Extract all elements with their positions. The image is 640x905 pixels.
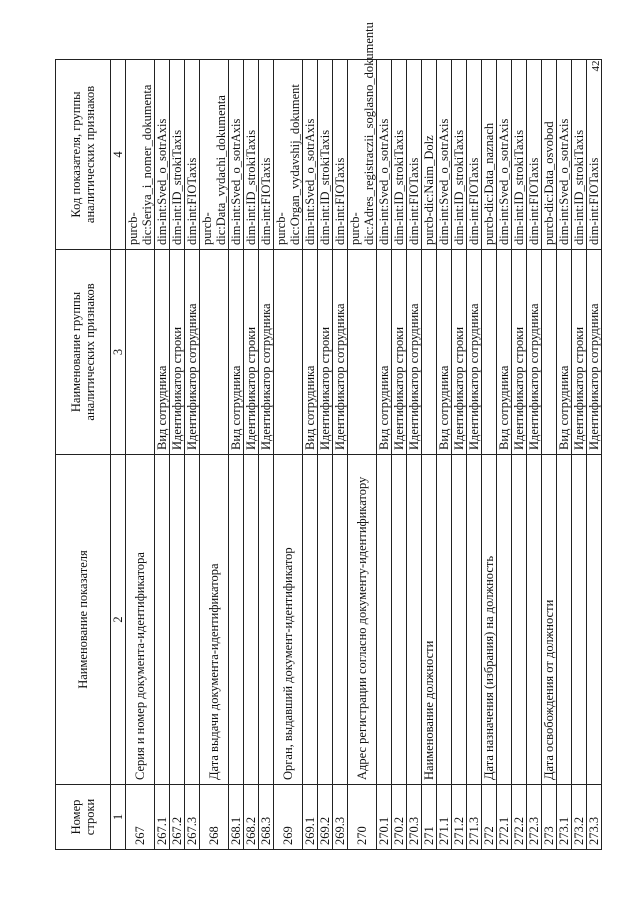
row-number-cell: 272.2 bbox=[512, 785, 527, 850]
group-name-cell: Вид сотрудника bbox=[303, 250, 318, 455]
row-number-cell: 273.3 bbox=[587, 785, 602, 850]
table-row bbox=[587, 60, 602, 850]
indicator-name-cell bbox=[497, 455, 512, 785]
table-row bbox=[557, 60, 572, 850]
table-row bbox=[527, 60, 542, 850]
row-number-cell: 272 bbox=[482, 785, 497, 850]
table-row bbox=[467, 60, 482, 850]
row-number-cell: 273.2 bbox=[572, 785, 587, 850]
group-name-cell: Идентификатор сотрудника bbox=[467, 250, 482, 455]
group-name-cell bbox=[348, 250, 377, 455]
indicator-name-cell bbox=[185, 455, 200, 785]
indicator-name-cell bbox=[377, 455, 392, 785]
table-row bbox=[170, 60, 185, 850]
code-cell: dim-int:ID_strokiTaxis bbox=[244, 60, 259, 250]
row-number-cell: 271 bbox=[422, 785, 437, 850]
group-name-cell: Вид сотрудника bbox=[437, 250, 452, 455]
row-number-cell: 271.1 bbox=[437, 785, 452, 850]
indicator-table bbox=[55, 22, 602, 850]
row-number-cell: 268.3 bbox=[259, 785, 274, 850]
table-row bbox=[542, 60, 557, 850]
row-number-cell: 272.1 bbox=[497, 785, 512, 850]
table-row bbox=[155, 60, 170, 850]
group-name-cell bbox=[482, 250, 497, 455]
group-name-cell: Вид сотрудника bbox=[229, 250, 244, 455]
indicator-name-cell bbox=[452, 455, 467, 785]
row-number-cell: 269.1 bbox=[303, 785, 318, 850]
rotated-table-container bbox=[55, 22, 601, 850]
table-row bbox=[348, 60, 377, 850]
table-row bbox=[377, 60, 392, 850]
row-number-cell: 271.2 bbox=[452, 785, 467, 850]
column-number: 1 bbox=[111, 785, 126, 850]
row-number-cell: 270.2 bbox=[392, 785, 407, 850]
code-cell: purcb-dic:Adres_registraczii_soglasno_dokumentu bbox=[348, 60, 377, 250]
group-name-cell: Идентификатор строки bbox=[318, 250, 333, 455]
code-cell: dim-int:ID_strokiTaxis bbox=[512, 60, 527, 250]
code-cell: dim-int:ID_strokiTaxis bbox=[318, 60, 333, 250]
group-name-cell: Идентификатор строки bbox=[244, 250, 259, 455]
table-row bbox=[244, 60, 259, 850]
row-number-cell: 273 bbox=[542, 785, 557, 850]
group-name-cell bbox=[200, 250, 229, 455]
code-cell: dim-int:FIOTaxis bbox=[467, 60, 482, 250]
row-number-cell: 269.2 bbox=[318, 785, 333, 850]
row-number-cell: 269.3 bbox=[333, 785, 348, 850]
table-row bbox=[185, 60, 200, 850]
group-name-cell bbox=[274, 250, 303, 455]
column-number: 4 bbox=[111, 60, 126, 250]
group-name-cell: Идентификатор строки bbox=[512, 250, 527, 455]
table-row bbox=[274, 60, 303, 850]
code-cell: dim-int:Sved_o_sotrAxis bbox=[303, 60, 318, 250]
group-name-cell bbox=[422, 250, 437, 455]
indicator-name-cell bbox=[392, 455, 407, 785]
code-cell: dim-int:ID_strokiTaxis bbox=[452, 60, 467, 250]
table-row bbox=[572, 60, 587, 850]
group-name-cell: Идентификатор сотрудника bbox=[185, 250, 200, 455]
group-name-cell: Вид сотрудника bbox=[557, 250, 572, 455]
code-cell: dim-int:Sved_o_sotrAxis bbox=[557, 60, 572, 250]
row-number-cell: 268.1 bbox=[229, 785, 244, 850]
group-name-cell bbox=[126, 250, 155, 455]
table-row bbox=[126, 60, 155, 850]
group-name-cell: Идентификатор сотрудника bbox=[587, 250, 602, 455]
code-cell: purcb-dic:Data_vydachi_dokumenta bbox=[200, 60, 229, 250]
code-cell: purcb-dic:Naim_Dolz bbox=[422, 60, 437, 250]
code-cell: dim-int:Sved_o_sotrAxis bbox=[155, 60, 170, 250]
header-group-name: Наименование группы аналитических признаков bbox=[56, 250, 111, 455]
row-number-cell: 268.2 bbox=[244, 785, 259, 850]
table-row bbox=[259, 60, 274, 850]
indicator-name-cell bbox=[229, 455, 244, 785]
indicator-name-cell bbox=[467, 455, 482, 785]
table-row bbox=[497, 60, 512, 850]
table-row bbox=[392, 60, 407, 850]
code-cell: dim-int:ID_strokiTaxis bbox=[392, 60, 407, 250]
indicator-name-cell bbox=[333, 455, 348, 785]
row-number-cell: 270 bbox=[348, 785, 377, 850]
code-cell: purcb-dic:Data_osvobod bbox=[542, 60, 557, 250]
group-name-cell: Идентификатор строки bbox=[170, 250, 185, 455]
group-name-cell: Идентификатор строки bbox=[572, 250, 587, 455]
row-number-cell: 273.1 bbox=[557, 785, 572, 850]
table-body bbox=[126, 22, 602, 850]
indicator-name-cell bbox=[244, 455, 259, 785]
indicator-name-cell bbox=[259, 455, 274, 785]
row-number-cell: 267.3 bbox=[185, 785, 200, 850]
column-number: 2 bbox=[111, 455, 126, 785]
indicator-name-cell bbox=[512, 455, 527, 785]
group-name-cell bbox=[542, 250, 557, 455]
row-number-cell: 270.3 bbox=[407, 785, 422, 850]
indicator-name-cell: Дата освобождения от должности bbox=[542, 455, 557, 785]
indicator-name-cell bbox=[587, 455, 602, 785]
column-number: 3 bbox=[111, 250, 126, 455]
indicator-name-cell: Орган, выдавший документ-идентификатор bbox=[274, 455, 303, 785]
table-row bbox=[229, 60, 244, 850]
indicator-name-cell bbox=[437, 455, 452, 785]
indicator-name-cell: Дата назначения (избрания) на должность bbox=[482, 455, 497, 785]
group-name-cell: Вид сотрудника bbox=[377, 250, 392, 455]
table-row bbox=[512, 60, 527, 850]
indicator-name-cell bbox=[155, 455, 170, 785]
table-row bbox=[407, 60, 422, 850]
indicator-name-cell bbox=[303, 455, 318, 785]
column-number-row bbox=[111, 60, 126, 850]
indicator-name-cell: Адрес регистрации согласно документу-идентификатору bbox=[348, 455, 377, 785]
code-cell: dim-int:FIOTaxis bbox=[407, 60, 422, 250]
group-name-cell: Идентификатор строки bbox=[452, 250, 467, 455]
group-name-cell: Вид сотрудника bbox=[497, 250, 512, 455]
table-row bbox=[333, 60, 348, 850]
code-cell: dim-int:FIOTaxis bbox=[185, 60, 200, 250]
code-cell: dim-int:FIOTaxis bbox=[527, 60, 542, 250]
code-cell: dim-int:Sved_o_sotrAxis bbox=[377, 60, 392, 250]
code-cell: dim-int:FIOTaxis bbox=[333, 60, 348, 250]
row-number-cell: 267.1 bbox=[155, 785, 170, 850]
row-number-cell: 269 bbox=[274, 785, 303, 850]
code-cell: dim-int:ID_strokiTaxis bbox=[170, 60, 185, 250]
code-cell: dim-int:Sved_o_sotrAxis bbox=[229, 60, 244, 250]
indicator-name-cell bbox=[318, 455, 333, 785]
row-number-cell: 270.1 bbox=[377, 785, 392, 850]
table-row bbox=[318, 60, 333, 850]
indicator-name-cell bbox=[557, 455, 572, 785]
table-row bbox=[452, 60, 467, 850]
row-number-cell: 267 bbox=[126, 785, 155, 850]
group-name-cell: Идентификатор сотрудника bbox=[407, 250, 422, 455]
group-name-cell: Идентификатор сотрудника bbox=[259, 250, 274, 455]
group-name-cell: Вид сотрудника bbox=[155, 250, 170, 455]
code-cell: dim-int:FIOTaxis bbox=[587, 60, 602, 250]
header-code: Код показателя, группы аналитических признаков bbox=[56, 60, 111, 250]
indicator-name-cell bbox=[527, 455, 542, 785]
row-number-cell: 271.3 bbox=[467, 785, 482, 850]
table-row bbox=[303, 60, 318, 850]
indicator-name-cell: Серия и номер документа-идентификатора bbox=[126, 455, 155, 785]
code-cell: dim-int:ID_strokiTaxis bbox=[572, 60, 587, 250]
group-name-cell: Идентификатор сотрудника bbox=[333, 250, 348, 455]
indicator-name-cell: Дата выдачи документа-идентификатора bbox=[200, 455, 229, 785]
table-header-row bbox=[56, 60, 111, 850]
row-number-cell: 272.3 bbox=[527, 785, 542, 850]
code-cell: purcb-dic:Seriya_i_nomer_dokumenta bbox=[126, 60, 155, 250]
table-row bbox=[422, 60, 437, 850]
header-indicator-name: Наименование показателя bbox=[56, 455, 111, 785]
code-cell: dim-int:Sved_o_sotrAxis bbox=[437, 60, 452, 250]
table-row bbox=[437, 60, 452, 850]
page-number: 42 bbox=[590, 60, 602, 72]
row-number-cell: 267.2 bbox=[170, 785, 185, 850]
code-cell: purcb-dic:Data_naznach bbox=[482, 60, 497, 250]
code-cell: dim-int:FIOTaxis bbox=[259, 60, 274, 250]
code-cell: dim-int:Sved_o_sotrAxis bbox=[497, 60, 512, 250]
indicator-name-cell bbox=[572, 455, 587, 785]
group-name-cell: Идентификатор сотрудника bbox=[527, 250, 542, 455]
table-row bbox=[200, 60, 229, 850]
indicator-name-cell bbox=[407, 455, 422, 785]
indicator-name-cell bbox=[170, 455, 185, 785]
code-cell: purcb-dic:Organ_vydavshij_dokument bbox=[274, 60, 303, 250]
row-number-cell: 268 bbox=[200, 785, 229, 850]
header-row-number: Номер строки bbox=[56, 785, 111, 850]
group-name-cell: Идентификатор строки bbox=[392, 250, 407, 455]
table-row bbox=[482, 60, 497, 850]
indicator-name-cell: Наименование должности bbox=[422, 455, 437, 785]
